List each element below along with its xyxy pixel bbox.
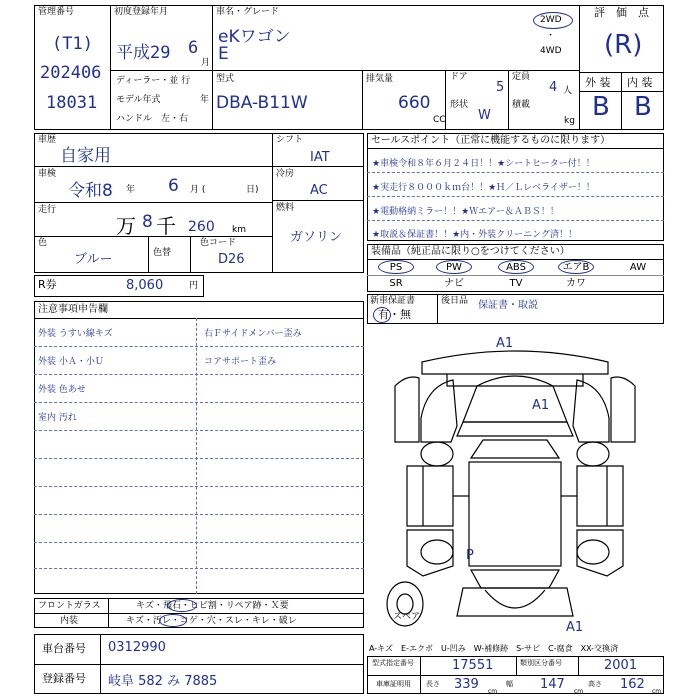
mileage-unit: km xyxy=(232,225,246,235)
wid-label: 幅 xyxy=(506,680,513,688)
reg-unit: 月 xyxy=(201,58,211,68)
interior-circle xyxy=(159,614,187,627)
mileage-8: 8 xyxy=(142,212,153,232)
model-year-unit: 年 xyxy=(200,95,210,105)
warranty-value: 有・無 xyxy=(378,308,411,321)
car-grade: E xyxy=(218,44,229,64)
insp-year-unit: 年 xyxy=(126,185,136,195)
shape-value: W xyxy=(478,108,491,123)
selling-title: セールスポイント（正常に機能するものに限ります） xyxy=(371,135,611,146)
selling-line: ★取説＆保証書！！★内・外装クリーニング済！！ xyxy=(372,230,577,240)
shift-label: シフト xyxy=(276,135,304,145)
equip-airbag-circle xyxy=(558,260,594,274)
damage-mark: P xyxy=(466,548,474,563)
equip-abs-circle xyxy=(498,260,534,274)
wid-value: 147 xyxy=(540,677,565,692)
color-code-label: 色コード xyxy=(200,238,237,248)
reg-era: 平成29 xyxy=(116,43,171,63)
insp-month: 6 xyxy=(168,176,179,196)
registration-value: 岐阜 582 み 7885 xyxy=(108,674,218,689)
class-value: 2001 xyxy=(604,658,638,673)
len-value: 339 xyxy=(454,677,479,692)
insp-day-unit: 日) xyxy=(246,185,259,195)
equip-tv: TV xyxy=(509,278,523,289)
equip-aw: AW xyxy=(629,262,647,273)
car-diagram xyxy=(367,326,664,636)
fuel-label: 燃料 xyxy=(276,203,295,213)
eval-label: 評 価 点 xyxy=(594,6,649,19)
mgmt-t: (T1) xyxy=(52,34,93,54)
cert-label: 車庫証明用 xyxy=(376,680,411,688)
insp-month-unit: 月 ( xyxy=(190,185,206,195)
mgmt-no2: 18031 xyxy=(46,93,98,113)
interior-value: キズ・汚レ・コゲ・穴・スレ・キレ・破レ xyxy=(126,616,297,626)
equip-airbag: エアB xyxy=(562,262,590,273)
interior-label: 内装 xyxy=(60,616,79,626)
selling-line: ★実走行８０００ｋｍ台！！★Ｈ／Ｌレベライザー！！ xyxy=(372,183,595,193)
handle-label: ハンドル 左・右 xyxy=(116,114,189,124)
shift-value: IAT xyxy=(310,150,330,165)
reg-month: 6 xyxy=(188,38,199,58)
date-value: 保証書・取説 xyxy=(478,300,538,311)
ext-value: B xyxy=(592,92,610,122)
disp-label: 排気量 xyxy=(366,74,394,84)
registration-label: 登録番号 xyxy=(42,672,86,685)
cap-value: 4 xyxy=(549,80,558,95)
recycle-box xyxy=(34,275,204,297)
class-label: 類別区分番号 xyxy=(520,659,562,667)
selling-line: ★電動格納ミラー！！★Ｗエアー＆ＡＢＳ！！ xyxy=(372,207,559,217)
mileage-sen: 千 xyxy=(156,214,176,238)
cap-label: 定員 xyxy=(512,72,531,82)
len-label: 長さ xyxy=(426,680,440,688)
load-label: 積載 xyxy=(512,100,531,110)
note-right: コアサポート歪み xyxy=(204,357,277,367)
door-label: ドア xyxy=(450,72,468,82)
equip-pw: PW xyxy=(446,262,462,273)
note-left: 外装 うすい線キズ xyxy=(38,329,113,339)
mgmt-label: 管理番号 xyxy=(38,7,75,17)
equip-abs: ABS xyxy=(506,262,526,273)
type-label: 型式 xyxy=(216,74,235,84)
notes-title: 注意事項申告欄 xyxy=(38,304,108,315)
front-glass-label: フロントガラス xyxy=(38,601,101,611)
disp-unit: CC xyxy=(433,115,446,125)
notes-box xyxy=(34,301,364,594)
warranty-label: 新車保証書 xyxy=(370,296,416,306)
equip-pw-circle xyxy=(436,260,472,274)
mgmt-no1: 202406 xyxy=(40,63,102,83)
mileage-label: 走行 xyxy=(38,205,57,215)
equip-ps: PS xyxy=(389,262,403,273)
drive-dot: ・ xyxy=(546,31,556,41)
color-value: ブルー xyxy=(74,252,113,267)
cap-unit: 人 xyxy=(563,86,573,96)
int-label: 内 装 xyxy=(627,76,653,89)
hei-label: 高さ xyxy=(588,680,602,688)
int-value: B xyxy=(634,92,652,122)
model-year-label: モデル年式 xyxy=(116,95,161,105)
name-label: 車名・グレード xyxy=(216,7,280,17)
door-value: 5 xyxy=(496,80,505,95)
fuel-value: ガソリン xyxy=(290,230,343,245)
legend: A-キズ E-エクボ U-凹み W-補修跡 S-サビ C-腐食 XX-交換済 xyxy=(369,644,619,653)
equip-leather: カワ xyxy=(566,278,586,289)
note-left: 外装 色あせ xyxy=(38,385,86,395)
damage-mark: A1 xyxy=(532,398,550,413)
front-glass-value: キズ・飛石・ヒビ割・リペア跡・Ｘ要 xyxy=(136,601,289,611)
hei-value: 162 xyxy=(620,677,645,692)
chassis-value: 0312990 xyxy=(108,640,166,655)
history-label: 車歴 xyxy=(38,135,57,145)
inspection-label: 車検 xyxy=(38,169,57,179)
color-code-value: D26 xyxy=(218,252,245,267)
spare-label: スペア xyxy=(393,612,421,622)
type-value: DBA-B11W xyxy=(216,93,308,113)
damage-mark: A1 xyxy=(566,620,584,635)
ac-label: 冷房 xyxy=(276,169,295,179)
front-glass-circle xyxy=(167,599,197,612)
color-change-label: 色替 xyxy=(153,248,172,258)
ext-label: 外 装 xyxy=(585,76,611,89)
hei-unit: cm xyxy=(652,688,662,695)
equipment-title: 装備品（純正品に限り○をつけてください） xyxy=(371,246,570,257)
equip-sr: SR xyxy=(389,278,403,289)
car-name: eKワゴン xyxy=(218,27,291,47)
drive-4wd: 4WD xyxy=(540,46,562,56)
note-left: 室内 汚れ xyxy=(38,413,77,423)
history-value: 自家用 xyxy=(60,146,111,166)
dealer-label: ディーラー・並 行 xyxy=(116,76,191,86)
warranty-circle xyxy=(373,307,391,323)
len-unit: cm xyxy=(488,688,498,695)
type-spec-value: 17551 xyxy=(452,658,494,673)
recycle-value: 8,060 xyxy=(126,278,164,293)
disp-value: 660 xyxy=(398,93,431,113)
ac-value: AC xyxy=(310,183,328,198)
eval-value: (R) xyxy=(604,30,643,60)
wid-unit: cm xyxy=(574,688,584,695)
shape-label: 形状 xyxy=(450,100,469,110)
recycle-label: R券 xyxy=(38,278,57,291)
chassis-label: 車台番号 xyxy=(42,642,86,655)
equip-navi: ナビ xyxy=(444,278,464,289)
load-unit: kg xyxy=(564,116,575,126)
equip-ps-circle xyxy=(378,260,414,274)
date-label: 後日品 xyxy=(441,296,469,306)
recycle-unit: 円 xyxy=(189,281,199,291)
note-left: 外装 小Ａ・小Ｕ xyxy=(38,357,104,367)
insp-era: 令和8 xyxy=(68,181,113,201)
drive-2wd: 2WD xyxy=(540,15,562,25)
damage-mark: A1 xyxy=(496,336,514,351)
mileage-rest: 260 xyxy=(188,219,215,235)
reg-label: 初度登録年月 xyxy=(114,7,169,17)
mileage-man: 万 xyxy=(116,214,136,238)
type-spec-label: 型式指定番号 xyxy=(372,659,414,667)
selling-line: ★車検令和８年６月２４日！！★シートヒーター付！！ xyxy=(372,159,595,169)
note-right: 右Ｆサイドメンバー歪み xyxy=(204,329,302,339)
color-label: 色 xyxy=(38,238,48,248)
